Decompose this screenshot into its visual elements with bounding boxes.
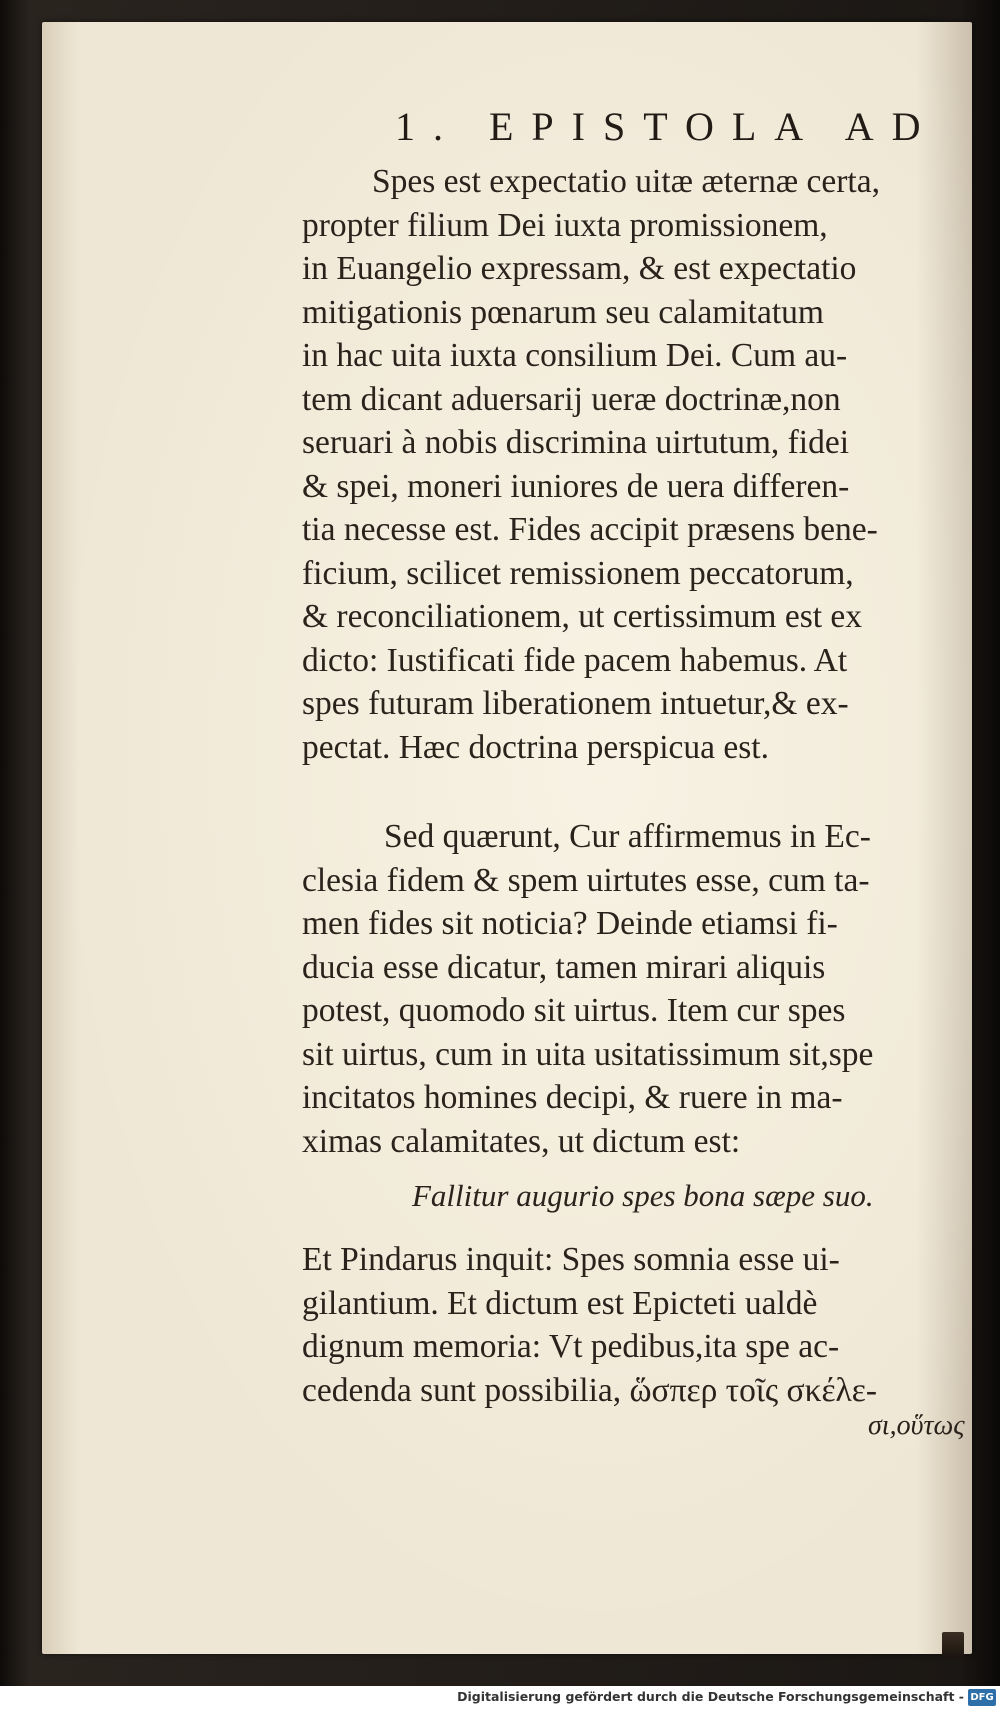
text-line: Et Pindarus inquit: Spes somnia esse ui- <box>302 1241 840 1278</box>
text-line: in hac uita iuxta consilium Dei. Cum au- <box>302 337 848 374</box>
text-line: spes futuram liberationem intuetur,& ex- <box>302 685 849 722</box>
text-line: ducia esse dicatur, tamen mirari aliquis <box>302 948 826 986</box>
text-line: ficium, scilicet remissionem peccatorum, <box>302 554 854 592</box>
text-line: propter filium Dei iuxta promissionem, <box>302 206 828 244</box>
text-line: potest, quomodo sit uirtus. Item cur spes <box>302 992 846 1029</box>
text-line: Spes est expectatio uitæ æternæ certa, <box>372 163 880 200</box>
text-line: mitigationis pœnarum seu calamitatum <box>302 293 824 331</box>
dfg-logo-icon: DFG <box>968 1689 996 1706</box>
text-line: pectat. Hæc doctrina perspicua est. <box>302 728 769 766</box>
paragraph-2 <box>302 815 962 1163</box>
text-line: cedenda sunt possibilia, ὥσπερ τοῖς σκέλε- <box>302 1371 878 1409</box>
text-line: sit uirtus, cum in uita usitatissimum sit,spe <box>302 1035 874 1073</box>
text-line: seruari à nobis discrimina uirtutum, fidei <box>302 424 850 461</box>
funding-credit: Digitalisierung gefördert durch die Deutsche Forschungsgemeinschaft - <box>457 1689 964 1704</box>
text-line: in Euangelio expressam, & est expectatio <box>302 250 857 287</box>
verse-quote: Fallitur augurio spes bona sæpe suo. <box>412 1178 874 1213</box>
text-line: & reconciliationem, ut certissimum est ex <box>302 598 863 635</box>
text-line: ximas calamitates, ut dictum est: <box>302 1122 741 1160</box>
text-line: men fides sit noticia? Deinde etiamsi fi- <box>302 905 838 942</box>
running-head: 1. EPISTOLA AD <box>395 104 939 149</box>
text-line: & spei, moneri iuniores de uera differen- <box>302 467 850 505</box>
text-line: tia necesse est. Fides accipit præsens bene- <box>302 511 878 548</box>
footer-bar <box>0 1686 1000 1710</box>
text-line: tem dicant aduersarij ueræ doctrinæ,non <box>302 380 841 418</box>
text-line: incitatos homines decipi, & ruere in ma- <box>302 1079 843 1116</box>
text-line: Sed quærunt, Cur affirmemus in Ec- <box>384 818 871 855</box>
text-line: gilantium. Et dictum est Epicteti ualdè <box>302 1284 818 1322</box>
text-line: dignum memoria: Vt pedibus,ita spe ac- <box>302 1328 840 1365</box>
paragraph-1 <box>302 160 962 769</box>
text-line: dicto: Iustificati fide pacem habemus. At <box>302 641 848 679</box>
greek-continuation: σι,οὕτως <box>868 1410 965 1441</box>
text-line: clesia fidem & spem uirtutes esse, cum ta- <box>302 861 870 899</box>
page-tab-mark <box>942 1632 964 1658</box>
paragraph-3 <box>302 1238 962 1412</box>
